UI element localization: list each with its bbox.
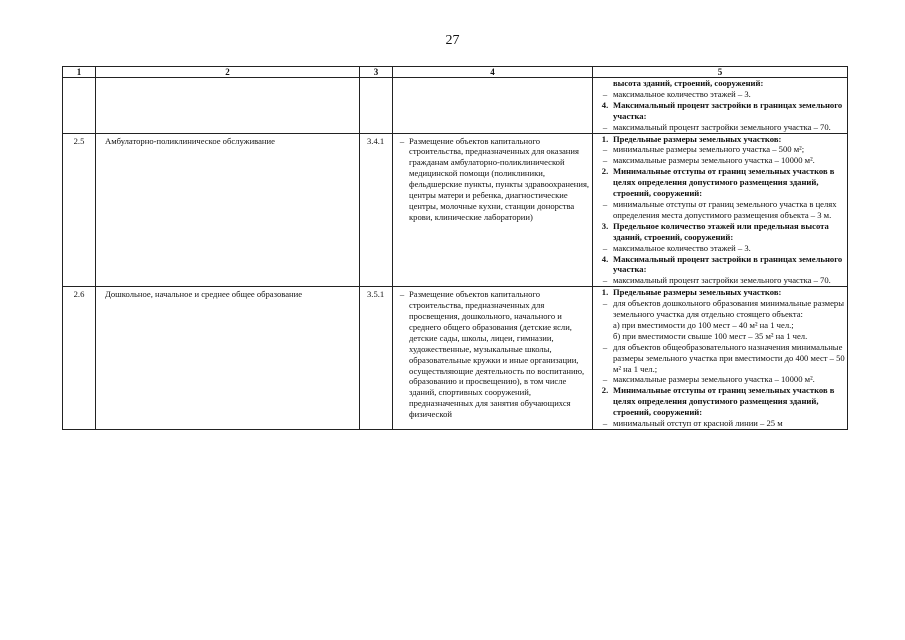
parameter-heading [597, 134, 845, 145]
use-description [393, 133, 593, 287]
use-description [393, 287, 593, 430]
table-row [63, 78, 848, 134]
list-marker: – [602, 341, 608, 352]
use-name: Дошкольное, начальное и среднее общее образование [96, 287, 360, 430]
regulations-table [62, 66, 848, 430]
use-description [393, 78, 593, 134]
list-marker: 4. [601, 253, 609, 264]
parameter-text: максимальное количество этажей – 3. [613, 242, 751, 253]
row-number [63, 78, 96, 134]
list-marker [597, 78, 613, 89]
parameter-text: Минимальные отступы от границ земельных участков в целях определения допустимого размещения зданий, строений, сооружений: [613, 166, 835, 199]
list-marker: 1. [601, 287, 609, 298]
table-row [63, 287, 848, 430]
parameter-item [597, 199, 845, 221]
description-text: Размещение объектов капитального строительства, предназначенных для оказания гражданам амбулаторно-поликлинической медицинской помощи (поликлиники, фельдшерские пункты, пункты здравоохранения, центры матери и ребенка, диагностические центры, молочные кухни, станции донорства крови, клинические лаборатории) [409, 135, 590, 222]
parameter-text: максимальное количество этажей – 3. [613, 88, 751, 99]
parameter-text: высота зданий, строений, сооружений: [613, 78, 764, 88]
column-header: 3 [360, 67, 393, 78]
parameters-cell [593, 133, 848, 287]
parameter-item [597, 243, 845, 254]
parameter-text: Предельные размеры земельных участков: [613, 133, 782, 144]
row-number: 2.5 [63, 133, 96, 287]
parameter-text: максимальные размеры земельного участка – 10000 м². [613, 374, 815, 385]
parameter-heading [597, 385, 845, 418]
parameter-text: Максимальный процент застройки в границах земельного участка: [613, 99, 843, 121]
parameter-heading [597, 166, 845, 199]
description-text: Размещение объектов капитального строительства, предназначенных для просвещения, дошкольного, начального и среднего общего образования (детские ясли, детские сады, школы, лицеи, гимназии, художественные, музыкальные школы, образовательные кружки и иные организации, осуществляющие деятельность по воспитанию, образованию и просвещению), в том числе зданий, спортивных сооружений, предназначенных для занятия обучающихся физической [409, 289, 585, 420]
use-name [96, 78, 360, 134]
parameter-text: минимальные отступы от границ земельного участка в целях определения места допустимого размещения объекта – 3 м. [613, 198, 837, 220]
dash-marker: – [399, 135, 405, 146]
parameter-text: для объектов общеобразовательного назначения минимальные размеры земельного участка при вместимости до 400 мест – 50 м² на 1 чел.; [613, 341, 845, 374]
parameter-text: а) при вместимости до 100 мест – 40 м² на 1 чел.; [613, 319, 794, 330]
parameter-text: минимальный отступ от красной линии – 25 м [613, 418, 783, 429]
parameter-item [597, 331, 845, 342]
parameter-item [597, 320, 845, 331]
column-header: 2 [96, 67, 360, 78]
list-marker: – [602, 374, 608, 385]
parameter-text: максимальный процент застройки земельного участка – 70. [613, 121, 831, 132]
row-number: 2.6 [63, 287, 96, 430]
list-marker: – [602, 242, 608, 253]
list-marker: – [602, 198, 608, 209]
use-code: 3.4.1 [360, 133, 393, 287]
parameter-text: максимальный процент застройки земельного участка – 70. [613, 275, 831, 286]
column-header: 5 [593, 67, 848, 78]
parameter-text: Максимальный процент застройки в границах земельного участка: [613, 253, 843, 275]
list-marker: – [602, 298, 608, 309]
parameter-text: минимальные размеры земельного участка – 500 м²; [613, 144, 805, 155]
use-code: 3.5.1 [360, 287, 393, 430]
parameter-heading [597, 254, 845, 276]
use-name: Амбулаторно-поликлиническое обслуживание [96, 133, 360, 287]
parameter-text: максимальные размеры земельного участка – 10000 м². [613, 155, 815, 166]
list-marker: 3. [601, 220, 609, 231]
parameter-text: для объектов дошкольного образования минимальные размеры земельного участка для отдельно стоящего объекта: [613, 298, 844, 320]
list-marker: 2. [601, 166, 609, 177]
parameter-heading [597, 100, 845, 122]
use-code [360, 78, 393, 134]
parameters-cell [593, 78, 848, 134]
list-marker: 4. [601, 99, 609, 110]
parameter-item [597, 155, 845, 166]
page-number: 27 [445, 33, 460, 48]
table-header-row [63, 67, 848, 78]
parameter-item [597, 144, 845, 155]
parameter-item [597, 418, 845, 429]
dash-marker: – [399, 289, 405, 300]
parameters-cell [593, 287, 848, 430]
parameter-item [597, 89, 845, 100]
list-marker: – [602, 275, 608, 286]
parameter-item [597, 122, 845, 133]
parameter-item [597, 374, 845, 385]
parameter-item [597, 342, 845, 375]
parameter-heading [597, 78, 845, 89]
parameter-text: Предельное количество этажей или предельная высота зданий, строений, сооружений: [613, 220, 829, 242]
list-marker: 1. [601, 133, 609, 144]
parameter-item [597, 275, 845, 286]
parameter-text: Минимальные отступы от границ земельных участков в целях определения допустимого размещения зданий, строений, сооружений: [613, 385, 835, 418]
list-marker: – [602, 155, 608, 166]
list-marker: – [602, 121, 608, 132]
parameter-text: б) при вместимости свыше 100 мест – 35 м² на 1 чел. [613, 330, 808, 341]
parameter-item [597, 298, 845, 320]
column-header: 1 [63, 67, 96, 78]
list-marker: – [602, 418, 608, 429]
parameter-heading [597, 221, 845, 243]
parameter-heading [597, 287, 845, 298]
list-marker: 2. [601, 385, 609, 396]
parameter-text: Предельные размеры земельных участков: [613, 287, 782, 298]
list-marker: – [602, 144, 608, 155]
column-header: 4 [393, 67, 593, 78]
list-marker: – [602, 88, 608, 99]
table-row [63, 133, 848, 287]
